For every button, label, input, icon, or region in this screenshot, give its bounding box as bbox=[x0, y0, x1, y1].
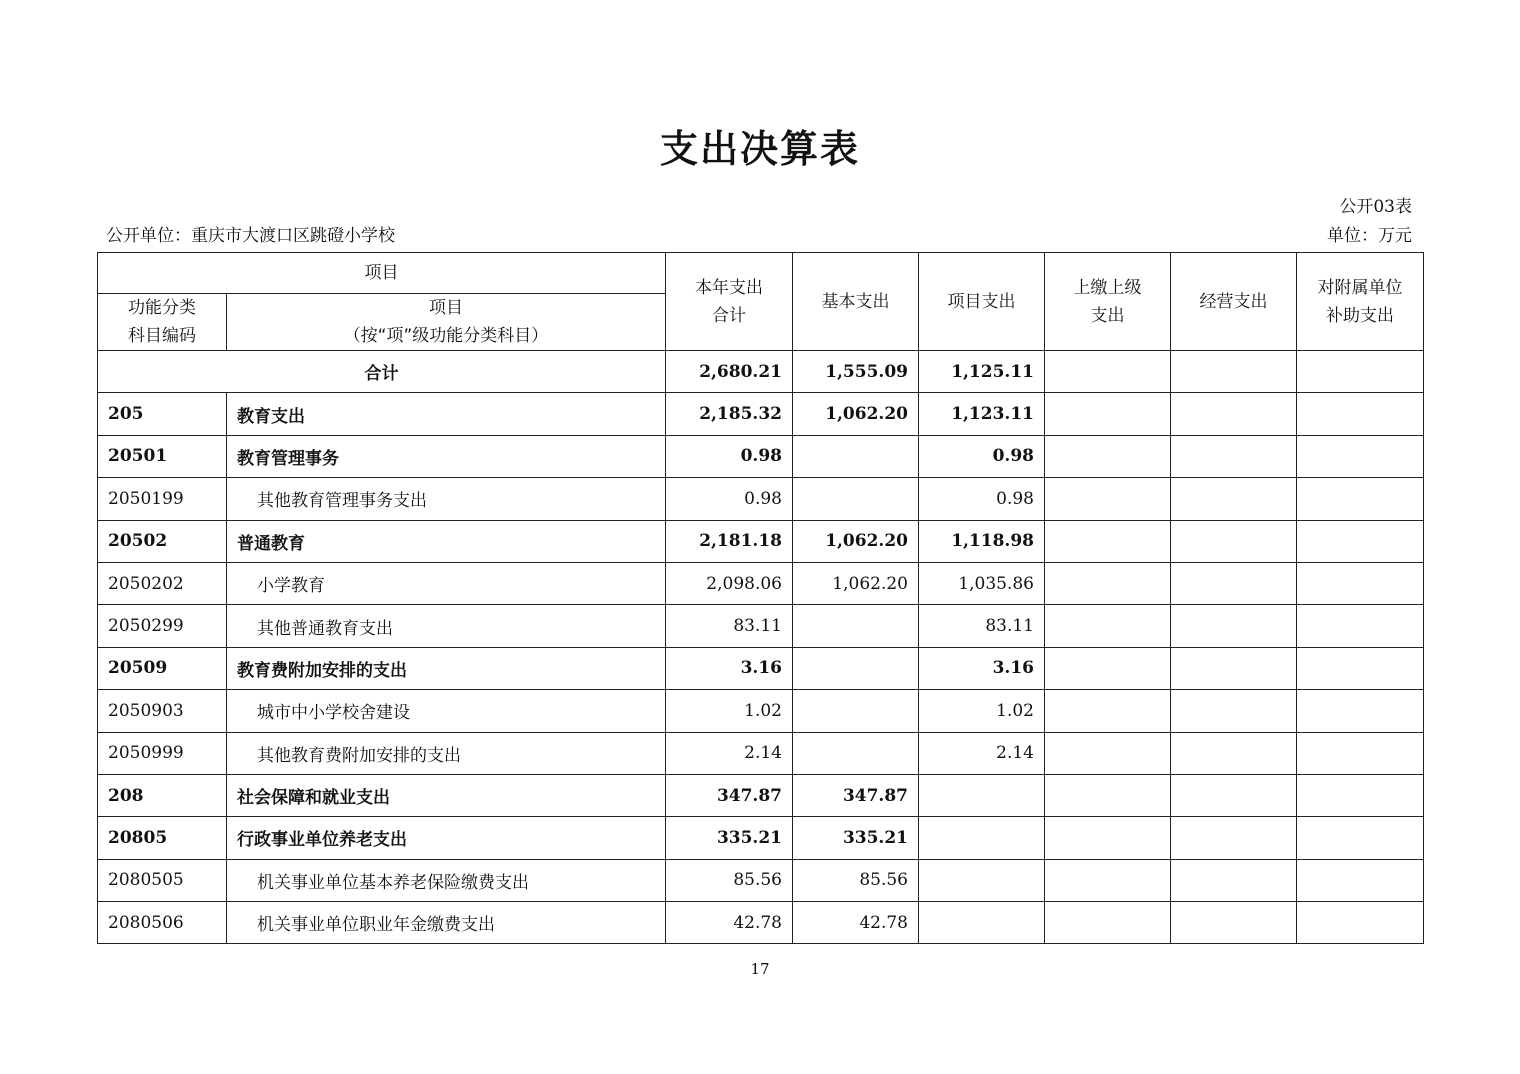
cell-code: 2080506 bbox=[98, 902, 227, 944]
cell-basic bbox=[793, 690, 919, 732]
total-row bbox=[98, 351, 1424, 393]
cell-subsidy bbox=[1297, 774, 1424, 816]
cell-business bbox=[1171, 393, 1297, 435]
cell-subsidy bbox=[1297, 859, 1424, 901]
cell-code: 2050299 bbox=[98, 605, 227, 647]
cell-name: 机关事业单位基本养老保险缴费支出 bbox=[227, 859, 666, 901]
cell-total: 2,185.32 bbox=[666, 393, 793, 435]
table-row bbox=[98, 393, 1424, 435]
cell-project: 3.16 bbox=[919, 647, 1045, 689]
cell-basic: 42.78 bbox=[793, 902, 919, 944]
cell-code: 20509 bbox=[98, 647, 227, 689]
cell-code: 205 bbox=[98, 393, 227, 435]
cell-project bbox=[919, 774, 1045, 816]
cell-code: 2050199 bbox=[98, 478, 227, 520]
cell-subsidy bbox=[1297, 435, 1424, 477]
currency-unit: 单位：万元 bbox=[1327, 226, 1412, 246]
header-name: 项目 （按“项”级功能分类科目） bbox=[227, 294, 666, 351]
cell-code: 2080505 bbox=[98, 859, 227, 901]
cell-basic: 85.56 bbox=[793, 859, 919, 901]
header-upper: 上缴上级 支出 bbox=[1045, 253, 1171, 351]
cell-total: 347.87 bbox=[666, 774, 793, 816]
form-number: 公开03表 bbox=[1339, 197, 1412, 217]
cell-project: 83.11 bbox=[919, 605, 1045, 647]
cell-basic bbox=[793, 435, 919, 477]
table-row bbox=[98, 435, 1424, 477]
cell-total: 335.21 bbox=[666, 817, 793, 859]
page-number: 17 bbox=[750, 960, 770, 978]
cell-subsidy bbox=[1297, 562, 1424, 604]
reporting-unit: 公开单位：重庆市大渡口区跳磴小学校 bbox=[106, 226, 395, 246]
table-row bbox=[98, 902, 1424, 944]
cell-total: 0.98 bbox=[666, 478, 793, 520]
total-project: 1,125.11 bbox=[919, 351, 1045, 393]
cell-subsidy bbox=[1297, 690, 1424, 732]
cell-business bbox=[1171, 478, 1297, 520]
cell-project bbox=[919, 817, 1045, 859]
cell-name: 教育管理事务 bbox=[227, 435, 666, 477]
cell-upper bbox=[1045, 562, 1171, 604]
cell-code: 2050999 bbox=[98, 732, 227, 774]
cell-total: 1.02 bbox=[666, 690, 793, 732]
cell-business bbox=[1171, 647, 1297, 689]
cell-basic: 1,062.20 bbox=[793, 520, 919, 562]
cell-name: 其他普通教育支出 bbox=[227, 605, 666, 647]
cell-basic: 335.21 bbox=[793, 817, 919, 859]
cell-code: 20501 bbox=[98, 435, 227, 477]
cell-upper bbox=[1045, 732, 1171, 774]
cell-upper bbox=[1045, 605, 1171, 647]
total-total: 2,680.21 bbox=[666, 351, 793, 393]
total-basic: 1,555.09 bbox=[793, 351, 919, 393]
cell-total: 3.16 bbox=[666, 647, 793, 689]
cell-project: 0.98 bbox=[919, 478, 1045, 520]
cell-upper bbox=[1045, 690, 1171, 732]
total-upper bbox=[1045, 351, 1171, 393]
header-code: 功能分类 科目编码 bbox=[98, 294, 227, 351]
cell-code: 2050202 bbox=[98, 562, 227, 604]
cell-project: 1,118.98 bbox=[919, 520, 1045, 562]
cell-subsidy bbox=[1297, 732, 1424, 774]
cell-name: 小学教育 bbox=[227, 562, 666, 604]
cell-business bbox=[1171, 902, 1297, 944]
cell-subsidy bbox=[1297, 902, 1424, 944]
header-subsidy: 对附属单位 补助支出 bbox=[1297, 253, 1424, 351]
cell-name: 其他教育管理事务支出 bbox=[227, 478, 666, 520]
header-basic: 基本支出 bbox=[793, 253, 919, 351]
cell-name: 教育费附加安排的支出 bbox=[227, 647, 666, 689]
table-row bbox=[98, 859, 1424, 901]
cell-upper bbox=[1045, 435, 1171, 477]
table-row bbox=[98, 774, 1424, 816]
cell-subsidy bbox=[1297, 605, 1424, 647]
cell-business bbox=[1171, 520, 1297, 562]
cell-business bbox=[1171, 859, 1297, 901]
cell-code: 20805 bbox=[98, 817, 227, 859]
cell-project: 2.14 bbox=[919, 732, 1045, 774]
cell-business bbox=[1171, 605, 1297, 647]
cell-name: 教育支出 bbox=[227, 393, 666, 435]
cell-total: 0.98 bbox=[666, 435, 793, 477]
cell-business bbox=[1171, 732, 1297, 774]
cell-project: 1.02 bbox=[919, 690, 1045, 732]
total-subsidy bbox=[1297, 351, 1424, 393]
cell-subsidy bbox=[1297, 520, 1424, 562]
cell-business bbox=[1171, 562, 1297, 604]
cell-basic: 347.87 bbox=[793, 774, 919, 816]
total-label: 合计 bbox=[98, 351, 666, 393]
header-business: 经营支出 bbox=[1171, 253, 1297, 351]
table-row bbox=[98, 732, 1424, 774]
table-row bbox=[98, 690, 1424, 732]
page-title: 支出决算表 bbox=[659, 127, 860, 171]
cell-subsidy bbox=[1297, 393, 1424, 435]
cell-subsidy bbox=[1297, 647, 1424, 689]
cell-subsidy bbox=[1297, 817, 1424, 859]
header-project: 项目支出 bbox=[919, 253, 1045, 351]
cell-upper bbox=[1045, 817, 1171, 859]
cell-subsidy bbox=[1297, 478, 1424, 520]
table-row bbox=[98, 817, 1424, 859]
table-row bbox=[98, 478, 1424, 520]
cell-name: 社会保障和就业支出 bbox=[227, 774, 666, 816]
cell-total: 2,181.18 bbox=[666, 520, 793, 562]
cell-total: 42.78 bbox=[666, 902, 793, 944]
cell-business bbox=[1171, 774, 1297, 816]
cell-business bbox=[1171, 817, 1297, 859]
cell-name: 普通教育 bbox=[227, 520, 666, 562]
cell-name: 城市中小学校舍建设 bbox=[227, 690, 666, 732]
cell-basic bbox=[793, 605, 919, 647]
cell-basic bbox=[793, 732, 919, 774]
cell-name: 行政事业单位养老支出 bbox=[227, 817, 666, 859]
cell-business bbox=[1171, 435, 1297, 477]
cell-code: 20502 bbox=[98, 520, 227, 562]
cell-total: 85.56 bbox=[666, 859, 793, 901]
table-row bbox=[98, 647, 1424, 689]
cell-total: 2.14 bbox=[666, 732, 793, 774]
cell-upper bbox=[1045, 478, 1171, 520]
cell-code: 2050903 bbox=[98, 690, 227, 732]
cell-basic: 1,062.20 bbox=[793, 562, 919, 604]
header-total: 本年支出 合计 bbox=[666, 253, 793, 351]
cell-project bbox=[919, 859, 1045, 901]
cell-project: 1,123.11 bbox=[919, 393, 1045, 435]
cell-name: 其他教育费附加安排的支出 bbox=[227, 732, 666, 774]
cell-upper bbox=[1045, 393, 1171, 435]
cell-basic bbox=[793, 478, 919, 520]
cell-project bbox=[919, 902, 1045, 944]
table-row bbox=[98, 605, 1424, 647]
cell-name: 机关事业单位职业年金缴费支出 bbox=[227, 902, 666, 944]
table-row bbox=[98, 520, 1424, 562]
table-row bbox=[98, 562, 1424, 604]
cell-upper bbox=[1045, 774, 1171, 816]
cell-basic: 1,062.20 bbox=[793, 393, 919, 435]
cell-upper bbox=[1045, 902, 1171, 944]
header-item: 项目 bbox=[98, 253, 666, 294]
expenditure-table bbox=[97, 252, 1424, 944]
cell-business bbox=[1171, 690, 1297, 732]
cell-project: 1,035.86 bbox=[919, 562, 1045, 604]
cell-upper bbox=[1045, 859, 1171, 901]
cell-basic bbox=[793, 647, 919, 689]
cell-code: 208 bbox=[98, 774, 227, 816]
total-business bbox=[1171, 351, 1297, 393]
cell-upper bbox=[1045, 520, 1171, 562]
cell-upper bbox=[1045, 647, 1171, 689]
cell-total: 2,098.06 bbox=[666, 562, 793, 604]
cell-total: 83.11 bbox=[666, 605, 793, 647]
cell-project: 0.98 bbox=[919, 435, 1045, 477]
